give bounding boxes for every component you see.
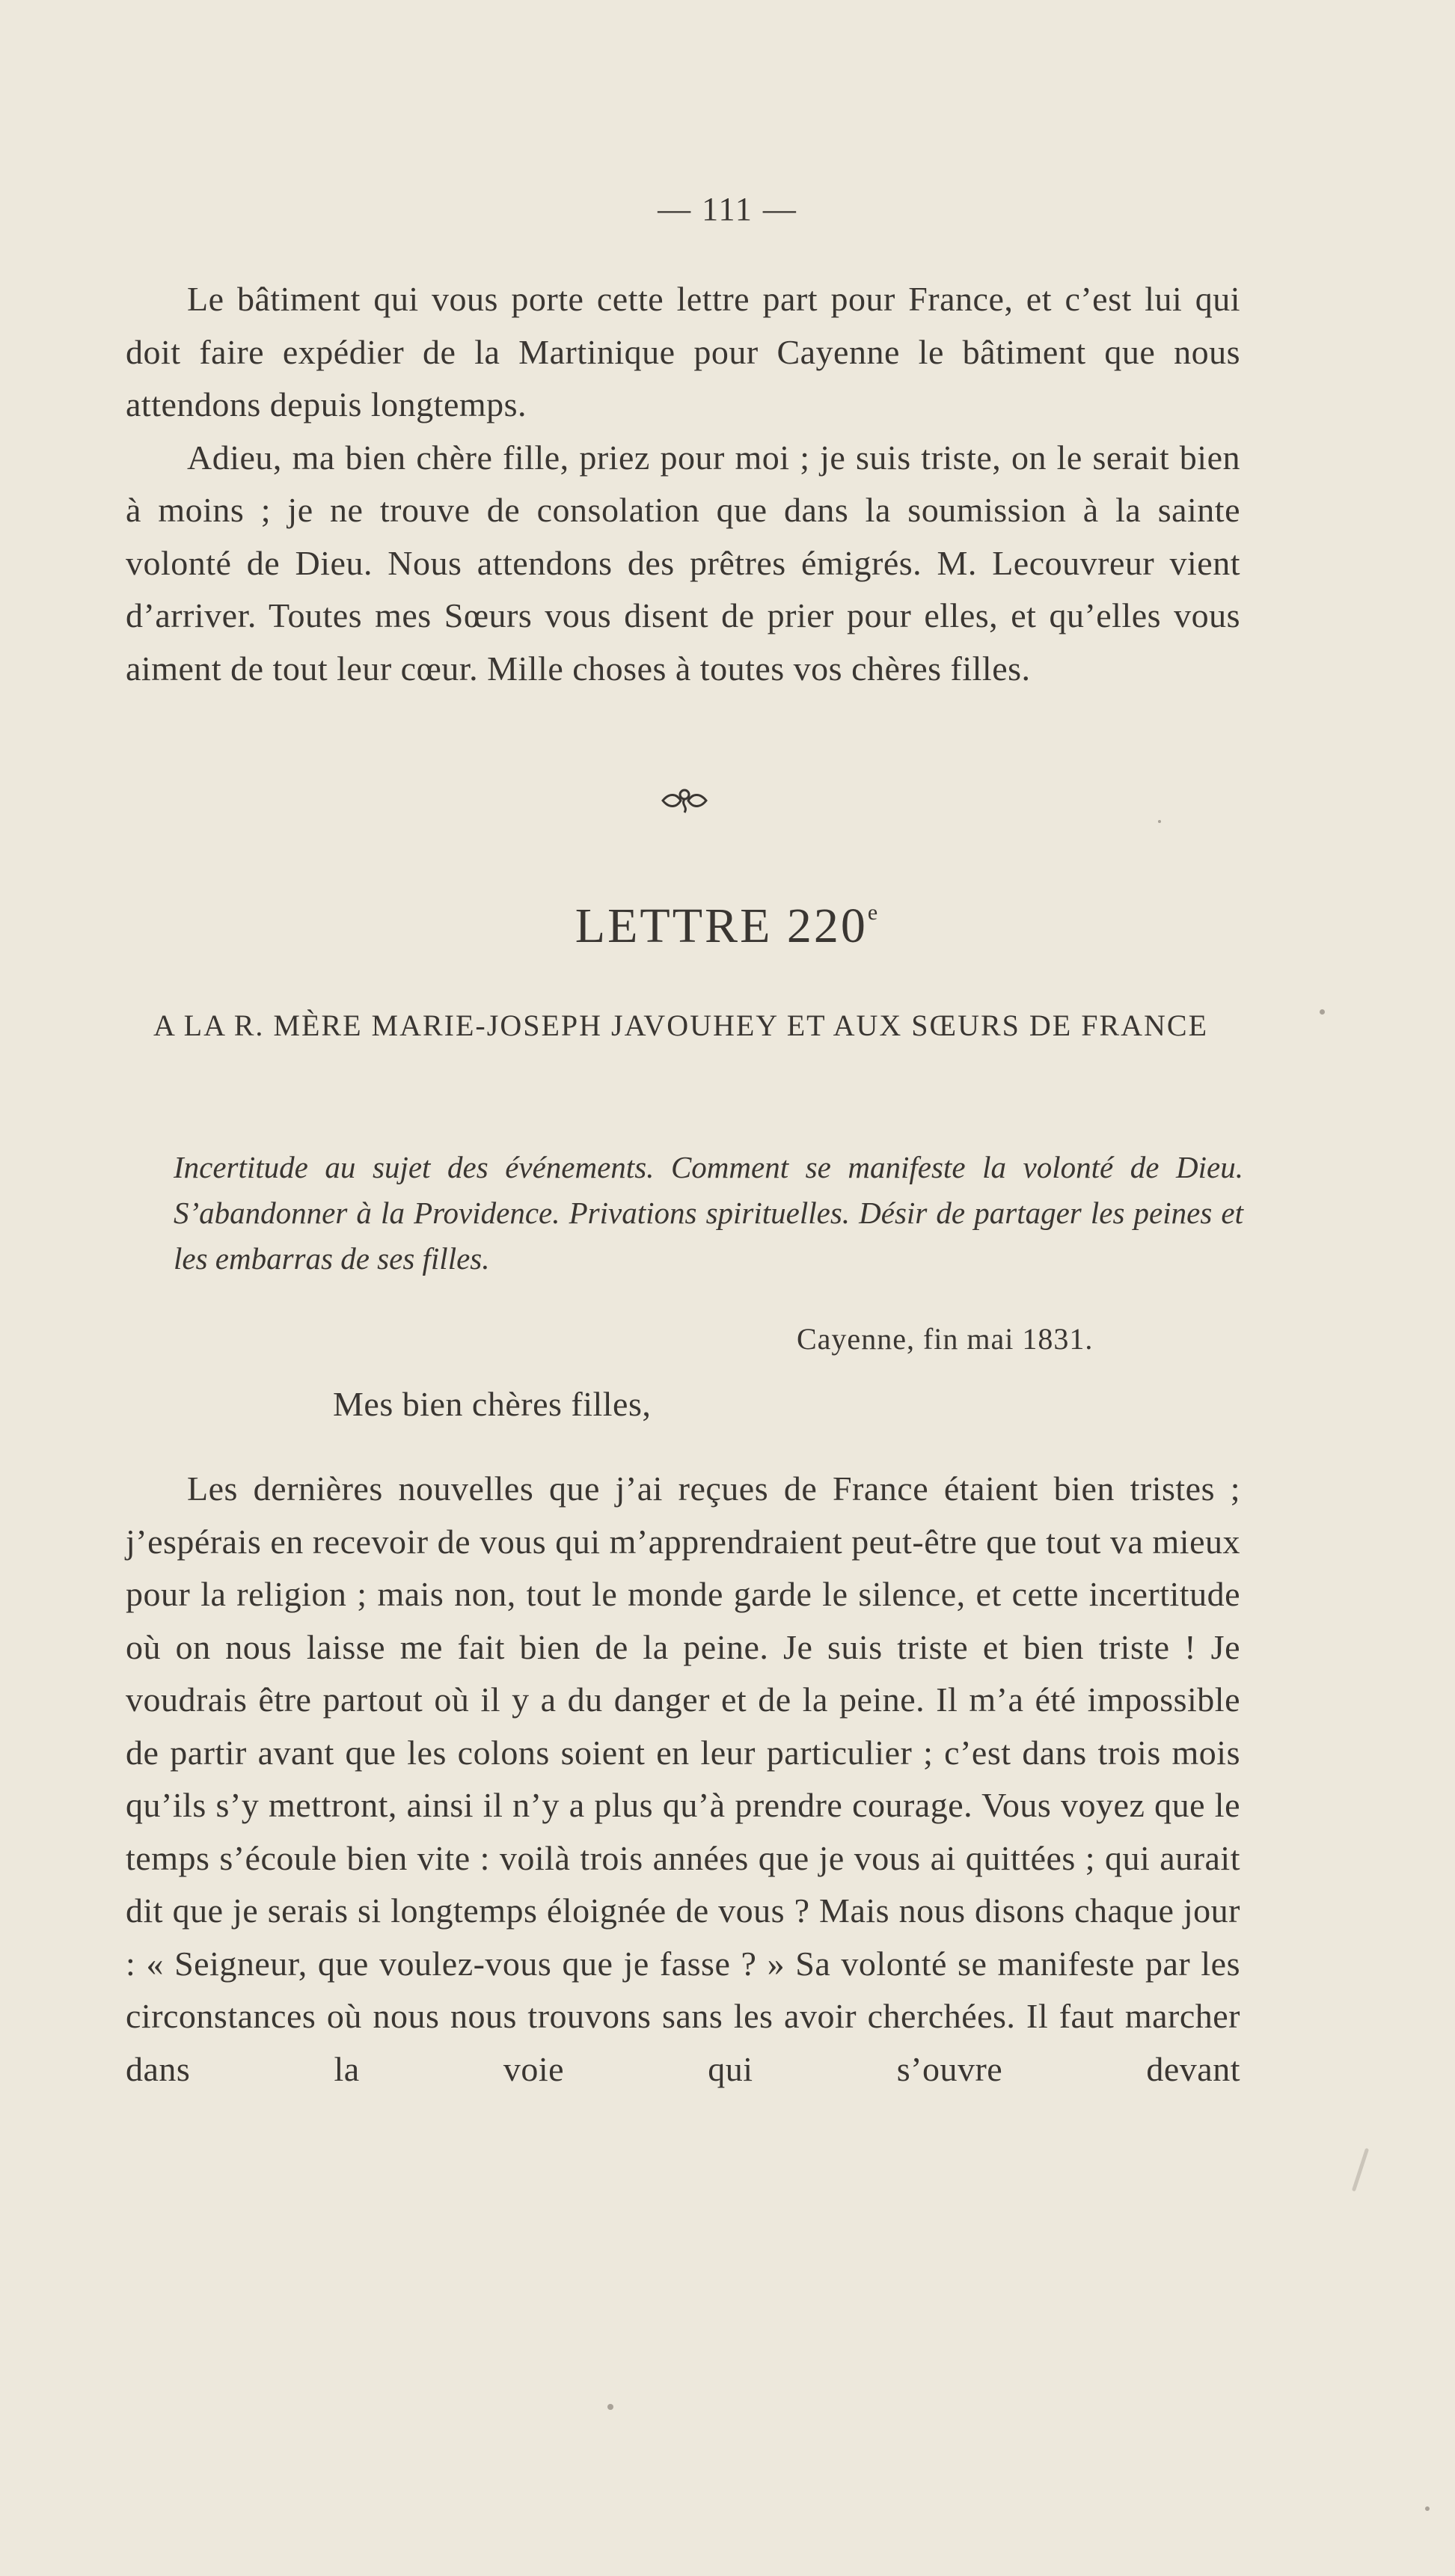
letter-dateline: Cayenne, fin mai 1831. — [797, 1322, 1094, 1356]
fleuron-ornament-icon — [658, 786, 711, 816]
closing-text-block — [126, 273, 1240, 695]
paragraph-ship-departure: Le bâtiment qui vous porte cette lettre part pour France, et c’est lui qui doit faire expédier de la Martinique pour Cayenne le bâtiment que nous attendons depuis longtemps. — [126, 280, 1240, 423]
paper-speck — [1352, 2148, 1369, 2192]
letter-title — [0, 898, 1455, 955]
letter-summary: Incertitude au sujet des événements. Comment se manifeste la volonté de Dieu. S’abandonner à la Providence. Privations spirituelles. Désir de partager les peines et les embarras de ses filles. — [174, 1150, 1243, 1276]
letter-body-paragraph: Les dernières nouvelles que j’ai reçues de France étaient bien tristes ; j’espérais en recevoir de vous qui m’apprendraient peut-être que tout va mieux pour la religion ; mais non, tout le monde garde le silence, et cette incertitude où on nous laisse me fait bien de la peine. Je suis triste et bien triste ! Je voudrais être partout où il y a du danger et de la peine. Il m’a été impossible de partir avant que les colons soient en leur particulier ; c’est dans trois mois qu’ils s’y mettront, ainsi il n’y a plus qu’à prendre courage. Vous voyez que le temps s’écoule bien vite : voilà trois années que je vous ai quittées ; qui aurait dit que je serais si longtemps éloignée de vous ? Mais nous disons chaque jour : « Seigneur, que voulez-vous que je fasse ? » Sa volonté se manifeste par les circonstances où nous nous trouvons sans les avoir cherchées. Il faut marcher dans la voie qui s’ouvre devant — [126, 1469, 1240, 2088]
paper-speck — [1158, 820, 1161, 823]
letter-title-text: LETTRE 220 — [575, 899, 868, 953]
paper-speck — [1425, 2506, 1430, 2511]
letter-title-superscript: e — [867, 900, 880, 925]
paragraph-farewell: Adieu, ma bien chère fille, priez pour moi ; je suis triste, on le serait bien à moins ; je ne trouve de consolation que dans la soumission à la sainte volonté de Dieu. Nous attendons des prêtres émigrés. M. Lecouvreur vient d’arriver. Toutes mes Sœurs vous disent de prier pour elles, et qu’elles vous aiment de tout leur cœur. Mille choses à toutes vos chères filles. — [126, 438, 1240, 688]
letter-addressee: A LA R. MÈRE MARIE-JOSEPH JAVOUHEY ET AUX SŒURS DE FRANCE — [153, 1009, 1209, 1042]
page-number: — 111 — — [658, 191, 797, 227]
letter-body-block — [126, 1463, 1240, 2096]
paper-speck — [607, 2404, 613, 2410]
paper-speck — [1320, 1009, 1325, 1015]
letter-salutation: Mes bien chères filles, — [333, 1385, 652, 1423]
